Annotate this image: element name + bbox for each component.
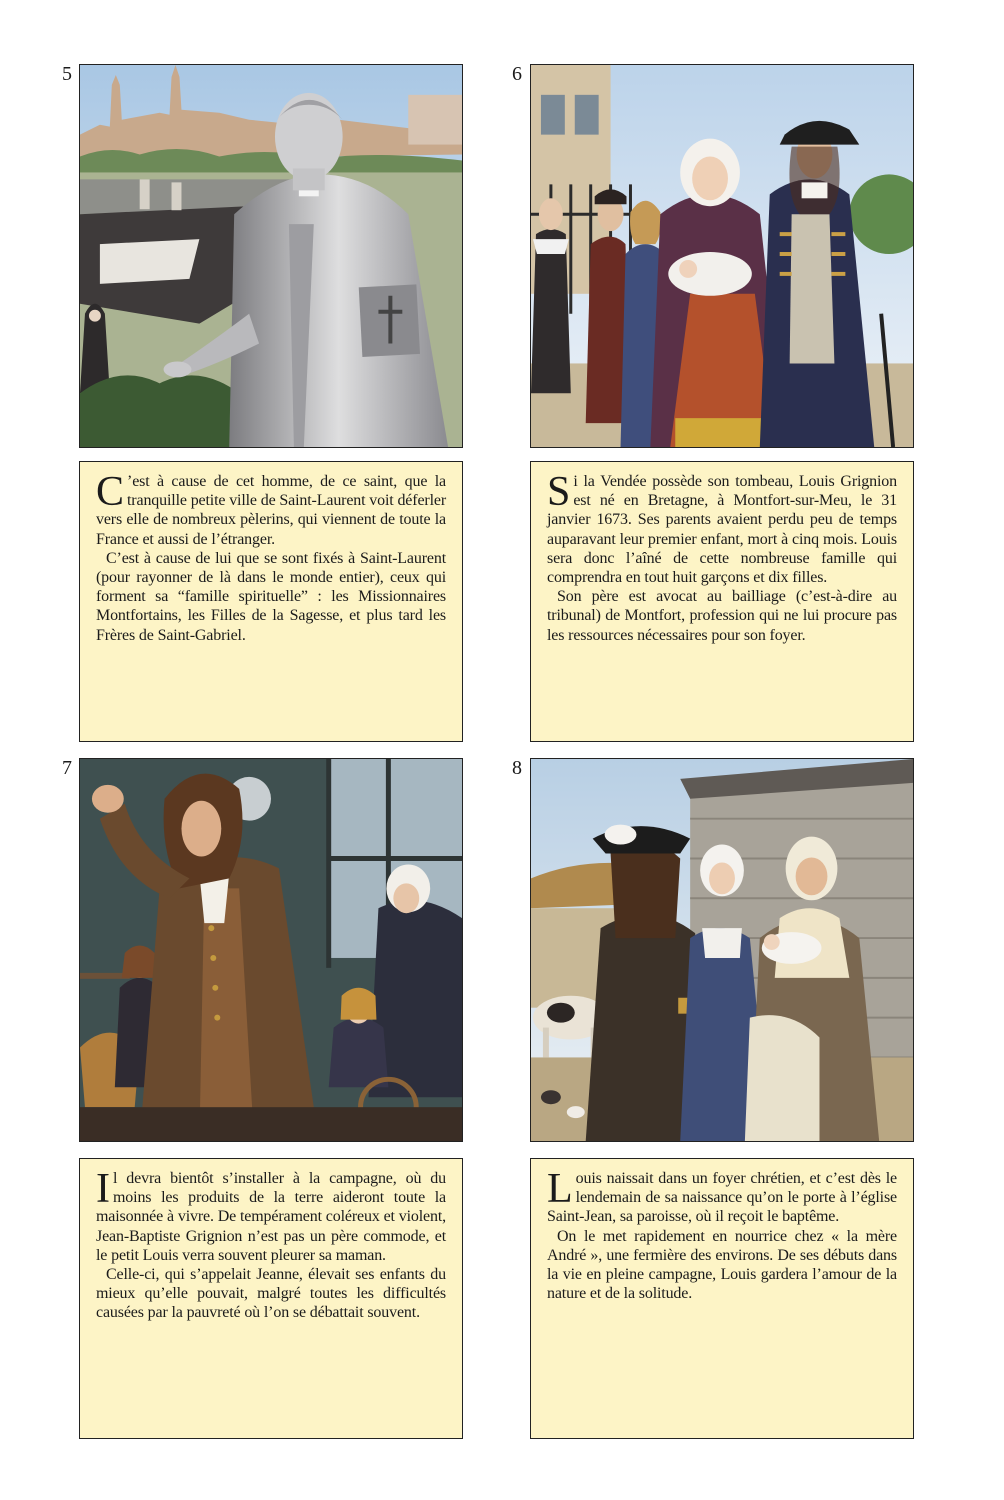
caption-box <box>530 461 914 742</box>
caption-paragraph: i la Vendée possède son tombeau, Louis Grignion est né en Bretagne, à Montfort-sur-Meu, le 31 janvier 1673. Ses parents avaient perdu peu de temps auparavant leur premier enfant, mort à cinq mois. Louis sera donc l’aîné de cette nombreuse famille qui comprendra en tout huit garçons et dix filles. <box>547 473 897 587</box>
caption-box <box>79 461 463 742</box>
caption-box <box>79 1158 463 1439</box>
panel-number: 6 <box>512 63 522 85</box>
panel-number: 8 <box>512 757 522 779</box>
illustration-baptism-procession <box>530 64 914 448</box>
panel-number: 5 <box>62 63 72 85</box>
drop-cap: C <box>96 469 125 515</box>
caption-paragraph: l devra bientôt s’installer à la campagne, où du moins les produits de la terre aideront toute la maisonnée à vivre. De tempérament coléreux et violent, Jean-Baptiste Grignion n’est pas un père commode, et le petit Louis verra souvent pleurer sa maman. <box>96 1170 446 1264</box>
illustration-statue-saint <box>79 64 463 448</box>
panel-number: 7 <box>62 757 72 779</box>
caption-paragraph: On le met rapidement en nourrice chez « la mère André », une fermière des environs. De ses débuts dans la vie en pleine campagne, Louis gardera l’amour de la nature et de la solitude. <box>547 1227 897 1303</box>
illustration-wet-nurse-farm <box>530 758 914 1142</box>
drop-cap: L <box>547 1166 573 1212</box>
drop-cap: S <box>547 469 571 515</box>
caption-paragraph: ’est à cause de cet homme, de ce saint, que la tranquille petite ville de Saint-Laurent voit déferler vers elle de nombreux pèlerins, qui viennent de toute la France et aussi de l’étranger. <box>96 473 446 548</box>
drop-cap: I <box>96 1166 110 1212</box>
caption-box <box>530 1158 914 1439</box>
caption-paragraph: ouis naissait dans un foyer chrétien, et c’est dès le lendemain de sa naissance qu’on le porte à l’église Saint-Jean, sa paroisse, où il reçoit le baptême. <box>547 1170 897 1226</box>
caption-paragraph: Celle-ci, qui s’appelait Jeanne, élevait ses enfants du mieux qu’elle pouvait, malgré toutes les difficultés causées par la pauvreté où l’on se débattait souvent. <box>96 1266 446 1322</box>
caption-paragraph: C’est à cause de lui que se sont fixés à Saint-Laurent (pour rayonner de là dans le monde entier), ceux qui forment sa “famille spirituelle” : les Missionnaires Montfortains, les Filles de la Sagesse, et plus tard les Frères de Saint-Gabriel. <box>96 549 446 644</box>
caption-paragraph: Son père est avocat au bailliage (c’est-à-dire au tribunal) de Montfort, profession qui ne lui procure pas les ressources nécessaires pour son foyer. <box>547 588 897 644</box>
illustration-angry-father <box>79 758 463 1142</box>
